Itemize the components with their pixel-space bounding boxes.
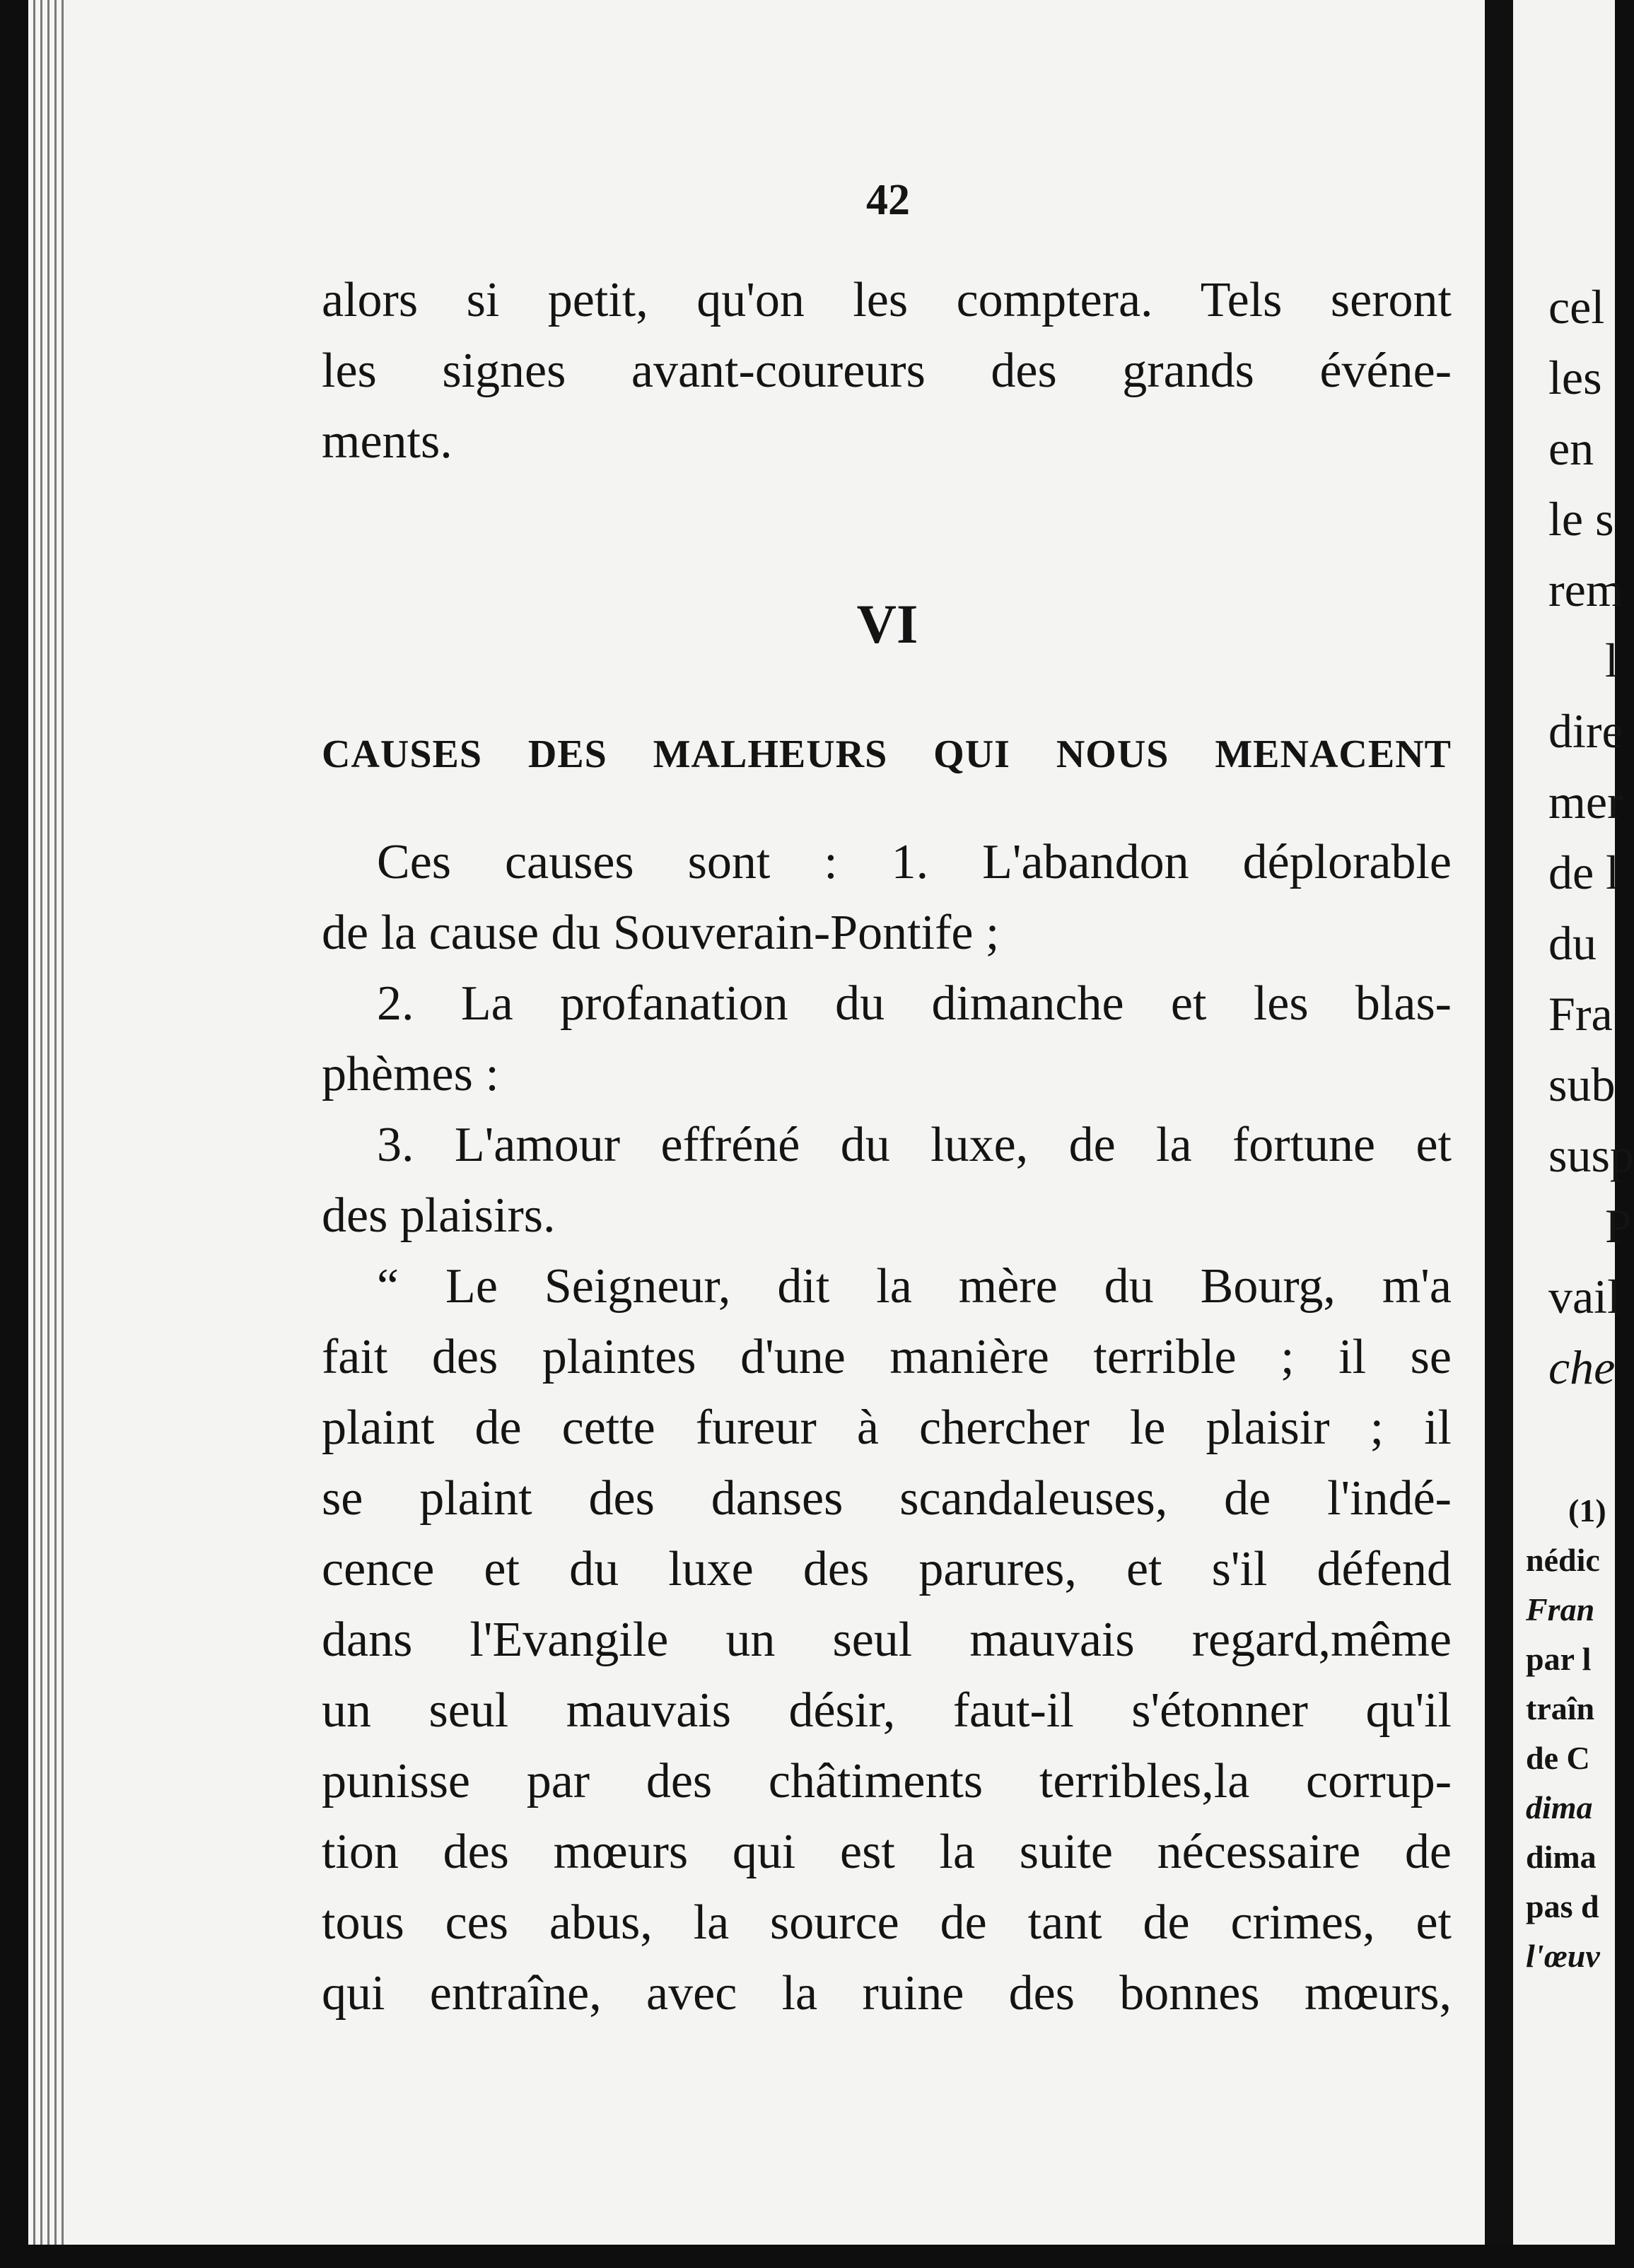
text-line: 3. L'amour effréné du luxe, de la fortune et [377,1118,1452,1172]
footnote-line: dima [1526,1789,1593,1825]
adjacent-line: rem [1548,563,1623,616]
text-line: tous ces abus, la source de tant de crimes, et [322,1895,1452,1950]
text-line: des plaisirs. [322,1188,556,1243]
top-paragraph [322,273,1452,488]
footnote-line: pas d [1526,1888,1599,1924]
text-line: un seul mauvais désir, faut-il s'étonner qu'il [322,1683,1452,1738]
footnote-line: de C [1526,1740,1590,1776]
bottom-strip [0,2245,1615,2268]
book-gutter [1485,0,1513,2268]
text-line: dans l'Evangile un seul mauvais regard,même [322,1613,1452,1667]
adjacent-line: l [1605,633,1618,687]
text-line: Ces causes sont : 1. L'abandon déplorable [377,835,1452,889]
text-line: ments. [322,414,453,469]
footnote-line: par l [1526,1641,1592,1677]
adjacent-line: mer [1548,775,1623,829]
adjacent-line: susp [1548,1128,1634,1182]
footnote-line: Fran [1526,1591,1595,1627]
text-line: plaint de cette fureur à chercher le plaisir ; il [322,1401,1452,1455]
text-line: phèmes : [322,1047,499,1101]
footnote-line: nédic [1526,1542,1600,1578]
adjacent-page-footnote [1526,1492,1606,1987]
adjacent-line: che [1548,1340,1616,1394]
text-line: cence et du luxe des parures, et s'il défend [322,1542,1452,1596]
adjacent-page-text [1548,279,1634,1410]
footnote-line: (1) [1568,1492,1606,1528]
footnote-line: dima [1526,1839,1597,1875]
adjacent-line: du [1548,916,1597,970]
adjacent-line: cel [1548,280,1605,334]
adjacent-line: en [1548,421,1594,475]
footnote-line: l'œuv [1526,1938,1600,1974]
text-line: de la cause du Souverain-Pontife ; [322,906,1000,960]
text-line: “ Le Seigneur, dit la mère du Bourg, m'a [377,1259,1452,1314]
text-line: tion des mœurs qui est la suite nécessaire de [322,1825,1452,1879]
text-line: qui entraîne, avec la ruine des bonnes mœurs, [322,1966,1452,2021]
adjacent-line: le s [1548,492,1614,546]
text-line: se plaint des danses scandaleuses, de l'indé- [322,1471,1452,1526]
text-line: les signes avant-coureurs des grands événe- [322,344,1452,398]
page-number: 42 [866,176,910,224]
text-line: punisse par des châtiments terribles,la corrup- [322,1754,1452,1808]
adjacent-line: P [1605,1199,1632,1253]
adjacent-line: vail [1548,1270,1621,1323]
adjacent-line: sub [1548,1058,1616,1111]
text-line: 2. La profanation du dimanche et les blas- [377,976,1452,1031]
section-heading: CAUSES DES MALHEURS QUI NOUS MENACENT [322,732,1452,776]
text-line: alors si petit, qu'on les comptera. Tels seront [322,273,1452,327]
adjacent-line: dire [1548,704,1623,758]
adjacent-line: de l [1548,846,1620,899]
text-line: fait des plaintes d'une manière terrible ; il se [322,1330,1452,1384]
section-number: VI [856,593,918,655]
body-text [322,835,1452,2040]
footnote-line: traîn [1526,1690,1595,1726]
adjacent-line: Fra [1548,987,1613,1041]
adjacent-line: les [1548,351,1602,404]
